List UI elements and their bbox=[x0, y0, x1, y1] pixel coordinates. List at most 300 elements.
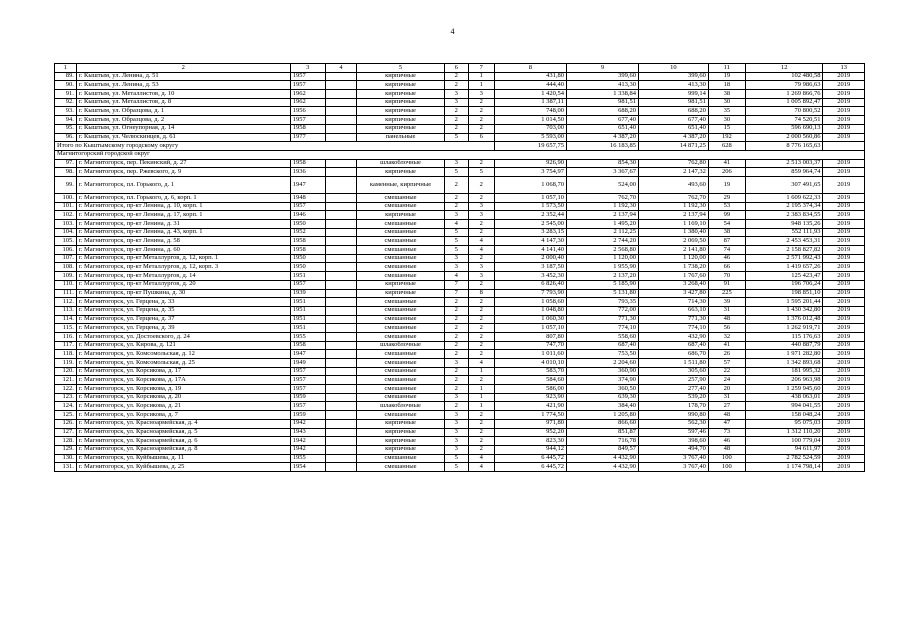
table-row bbox=[55, 367, 865, 376]
floors-cell: 5 bbox=[444, 168, 468, 177]
entrances-cell: 1 bbox=[468, 81, 494, 90]
entrances-cell: 2 bbox=[468, 445, 494, 454]
row-number-cell: 94. bbox=[55, 116, 77, 125]
table-row bbox=[55, 454, 865, 463]
living-area-total: 16 183,85 bbox=[566, 142, 638, 151]
residents-cell: 53 bbox=[708, 202, 745, 211]
table-row bbox=[55, 332, 865, 341]
address-cell: г. Магнитогорск, пр-кт Металлургов, д. 14 bbox=[76, 272, 290, 281]
residential-area-cell: 677,40 bbox=[638, 116, 708, 125]
entrances-cell: 2 bbox=[468, 116, 494, 125]
total-area-cell: 4 147,30 bbox=[494, 237, 566, 246]
table-row bbox=[55, 107, 865, 116]
planned-year-cell: 2019 bbox=[823, 246, 865, 255]
repair-cost-cell: 2 383 834,55 bbox=[745, 211, 823, 220]
year-built-cell: 1957 bbox=[290, 376, 325, 385]
year-built-cell: 1954 bbox=[290, 463, 325, 472]
residents-cell: 41 bbox=[708, 341, 745, 350]
table-body bbox=[55, 64, 865, 472]
address-cell: г. Кыштым, ул. Ленина, д. 53 bbox=[76, 81, 290, 90]
wall-material-cell: смешанные bbox=[357, 359, 444, 368]
year-built-cell: 1943 bbox=[290, 428, 325, 437]
row-number-cell: 95. bbox=[55, 124, 77, 133]
repair-cost-cell: 94 611,97 bbox=[745, 445, 823, 454]
table-row bbox=[55, 193, 865, 202]
wall-material-cell: шлакоблочные bbox=[357, 159, 444, 168]
address-cell: г. Кыштым, ул. Металлистов, д. 8 bbox=[76, 98, 290, 107]
wall-material-cell: кирпичные bbox=[357, 116, 444, 125]
repair-cost-cell: 95 075,03 bbox=[745, 419, 823, 428]
residential-area-cell: 1 192,30 bbox=[638, 202, 708, 211]
living-area-cell: 3 367,67 bbox=[566, 168, 638, 177]
floors-cell: 3 bbox=[444, 90, 468, 99]
col-4-cell bbox=[325, 193, 357, 202]
col-4-cell bbox=[325, 72, 357, 81]
repair-cost-cell: 115 176,63 bbox=[745, 332, 823, 341]
planned-year-cell: 2019 bbox=[823, 402, 865, 411]
total-area-cell: 1 387,11 bbox=[494, 98, 566, 107]
residents-cell: 27 bbox=[708, 402, 745, 411]
repair-cost-cell: 440 887,79 bbox=[745, 341, 823, 350]
entrances-cell: 2 bbox=[468, 107, 494, 116]
address-cell: г. Магнитогорск, пл. Горького, д. 6, корп. 1 bbox=[76, 193, 290, 202]
year-built-cell: 1958 bbox=[290, 341, 325, 350]
address-cell: г. Кыштым, ул. Образцова, д. 1 bbox=[76, 107, 290, 116]
row-number-cell: 118. bbox=[55, 350, 77, 359]
year-built-cell: 1957 bbox=[290, 385, 325, 394]
row-number-cell: 105. bbox=[55, 237, 77, 246]
total-area-cell: 1 058,60 bbox=[494, 298, 566, 307]
residents-cell: 41 bbox=[708, 159, 745, 168]
planned-year-cell: 2019 bbox=[823, 159, 865, 168]
entrances-cell: 5 bbox=[468, 168, 494, 177]
row-number-cell: 126. bbox=[55, 419, 77, 428]
row-number-cell: 113. bbox=[55, 306, 77, 315]
year-built-cell: 1951 bbox=[290, 324, 325, 333]
year-built-cell: 1950 bbox=[290, 263, 325, 272]
floors-cell: 2 bbox=[444, 324, 468, 333]
year-built-cell: 1959 bbox=[290, 411, 325, 420]
floors-cell: 3 bbox=[444, 159, 468, 168]
residents-cell: 15 bbox=[708, 124, 745, 133]
col-4-cell bbox=[325, 454, 357, 463]
address-cell: г. Магнитогорск, ул. Герцена, д. 35 bbox=[76, 306, 290, 315]
floors-cell: 2 bbox=[444, 124, 468, 133]
entrances-cell: 2 bbox=[468, 220, 494, 229]
residents-cell: 22 bbox=[708, 367, 745, 376]
year-built-cell: 1958 bbox=[290, 124, 325, 133]
residents-cell: 57 bbox=[708, 359, 745, 368]
wall-material-cell: смешанные bbox=[357, 463, 444, 472]
residential-area-cell: 1 511,80 bbox=[638, 359, 708, 368]
row-number-cell: 119. bbox=[55, 359, 77, 368]
repair-cost-cell: 198 851,10 bbox=[745, 289, 823, 298]
residents-cell: 31 bbox=[708, 393, 745, 402]
address-cell: г. Кыштым, ул. Металлистов, д. 10 bbox=[76, 90, 290, 99]
table-row bbox=[55, 289, 865, 298]
table-row bbox=[55, 463, 865, 472]
row-number-cell: 96. bbox=[55, 133, 77, 142]
residents-cell: 39 bbox=[708, 298, 745, 307]
residents-cell: 48 bbox=[708, 445, 745, 454]
floors-cell: 5 bbox=[444, 228, 468, 237]
col-4-cell bbox=[325, 168, 357, 177]
table-row bbox=[55, 385, 865, 394]
row-number-cell: 101. bbox=[55, 202, 77, 211]
total-area-cell: 3 283,15 bbox=[494, 228, 566, 237]
repair-cost-cell: 70 800,52 bbox=[745, 107, 823, 116]
row-number-cell: 91. bbox=[55, 90, 77, 99]
address-cell: г. Магнитогорск, ул. Комсомольская, д. 12 bbox=[76, 350, 290, 359]
wall-material-cell: шлакоблочные bbox=[357, 341, 444, 350]
repair-cost-cell: 1 005 892,47 bbox=[745, 98, 823, 107]
col-4-cell bbox=[325, 272, 357, 281]
col-4-cell bbox=[325, 176, 357, 193]
table-row bbox=[55, 280, 865, 289]
residential-area-cell: 277,40 bbox=[638, 385, 708, 394]
address-cell: г. Магнитогорск, пр-кт Ленина, д. 10, корп. 1 bbox=[76, 202, 290, 211]
wall-material-cell: каменные, кирпичные bbox=[357, 176, 444, 193]
repair-cost-cell: 125 423,47 bbox=[745, 272, 823, 281]
table-row bbox=[55, 419, 865, 428]
total-area-cell: 6 445,72 bbox=[494, 463, 566, 472]
residents-cell: 73 bbox=[708, 428, 745, 437]
total-area-cell: 971,80 bbox=[494, 419, 566, 428]
total-area-cell: 583,70 bbox=[494, 367, 566, 376]
residential-area-cell: 597,46 bbox=[638, 428, 708, 437]
address-cell: г. Магнитогорск, ул. Красноармейская, д. 6 bbox=[76, 437, 290, 446]
entrances-cell: 2 bbox=[468, 280, 494, 289]
living-area-cell: 771,30 bbox=[566, 315, 638, 324]
entrances-cell: 1 bbox=[468, 367, 494, 376]
planned-year-cell: 2019 bbox=[823, 202, 865, 211]
total-area-cell: 1 573,50 bbox=[494, 202, 566, 211]
living-area-cell: 981,51 bbox=[566, 98, 638, 107]
floors-cell: 3 bbox=[444, 445, 468, 454]
repair-cost-cell: 596 690,13 bbox=[745, 124, 823, 133]
subtotal-label: Итого по Кыштымскому городскому округу bbox=[55, 142, 495, 151]
wall-material-cell: смешанные bbox=[357, 411, 444, 420]
table-row bbox=[55, 445, 865, 454]
col-4-cell bbox=[325, 90, 357, 99]
floors-cell: 3 bbox=[444, 437, 468, 446]
planned-year-cell: 2019 bbox=[823, 324, 865, 333]
col-4-cell bbox=[325, 254, 357, 263]
living-area-cell: 1 495,20 bbox=[566, 220, 638, 229]
repair-cost-cell: 552 111,93 bbox=[745, 228, 823, 237]
entrances-cell: 1 bbox=[468, 385, 494, 394]
col-4-cell bbox=[325, 437, 357, 446]
living-area-cell: 2 744,20 bbox=[566, 237, 638, 246]
planned-year-cell: 2019 bbox=[823, 463, 865, 472]
planned-year-cell: 2019 bbox=[823, 332, 865, 341]
address-cell: г. Магнитогорск, ул. Корсикова, д. 21 bbox=[76, 402, 290, 411]
living-area-cell: 774,10 bbox=[566, 324, 638, 333]
floors-cell: 3 bbox=[444, 428, 468, 437]
floors-cell: 2 bbox=[444, 385, 468, 394]
repair-cost-cell: 206 963,98 bbox=[745, 376, 823, 385]
col-4-cell bbox=[325, 202, 357, 211]
total-area-cell: 6 826,40 bbox=[494, 280, 566, 289]
total-area-cell: 3 452,30 bbox=[494, 272, 566, 281]
year-built-cell: 1957 bbox=[290, 367, 325, 376]
total-area-cell: 944,12 bbox=[494, 445, 566, 454]
repair-cost-cell: 2 453 453,31 bbox=[745, 237, 823, 246]
residential-area-cell: 2 069,50 bbox=[638, 237, 708, 246]
planned-year-cell: 2019 bbox=[823, 228, 865, 237]
column-number-header-row bbox=[55, 64, 865, 73]
living-area-cell: 793,35 bbox=[566, 298, 638, 307]
residents-cell: 26 bbox=[708, 350, 745, 359]
entrances-cell: 3 bbox=[468, 90, 494, 99]
year-built-cell: 1936 bbox=[290, 168, 325, 177]
entrances-cell: 4 bbox=[468, 463, 494, 472]
total-area-cell: 1 014,50 bbox=[494, 116, 566, 125]
address-cell: г. Кыштым, ул. Огнеупорная, д. 14 bbox=[76, 124, 290, 133]
row-number-cell: 129. bbox=[55, 445, 77, 454]
wall-material-cell: смешанные bbox=[357, 350, 444, 359]
planned-year-cell: 2019 bbox=[823, 237, 865, 246]
page-number: 4 bbox=[450, 27, 455, 36]
table-row bbox=[55, 315, 865, 324]
address-cell: г. Магнитогорск, пер. Ржевского, д. 9 bbox=[76, 168, 290, 177]
residential-area-cell: 688,20 bbox=[638, 107, 708, 116]
repair-cost-cell: 1 430 342,80 bbox=[745, 306, 823, 315]
year-built-cell: 1955 bbox=[290, 332, 325, 341]
table-row bbox=[55, 402, 865, 411]
floors-cell: 7 bbox=[444, 280, 468, 289]
residents-cell: 70 bbox=[708, 272, 745, 281]
residents-cell: 91 bbox=[708, 280, 745, 289]
floors-cell: 5 bbox=[444, 454, 468, 463]
table-row bbox=[55, 81, 865, 90]
floors-cell: 5 bbox=[444, 133, 468, 142]
wall-material-cell: кирпичные bbox=[357, 168, 444, 177]
floors-cell: 3 bbox=[444, 359, 468, 368]
year-built-cell: 1942 bbox=[290, 437, 325, 446]
year-built-cell: 1957 bbox=[290, 72, 325, 81]
residents-cell: 46 bbox=[708, 437, 745, 446]
entrances-cell: 4 bbox=[468, 454, 494, 463]
living-area-cell: 524,00 bbox=[566, 176, 638, 193]
row-number-cell: 102. bbox=[55, 211, 77, 220]
table-row bbox=[55, 159, 865, 168]
planned-year-cell: 2019 bbox=[823, 81, 865, 90]
wall-material-cell: смешанные bbox=[357, 228, 444, 237]
col-4-cell bbox=[325, 411, 357, 420]
floors-cell: 2 bbox=[444, 315, 468, 324]
total-area-cell: 3 754,97 bbox=[494, 168, 566, 177]
wall-material-cell: панельные bbox=[357, 133, 444, 142]
year-built-cell: 1951 bbox=[290, 315, 325, 324]
total-area-cell: 952,20 bbox=[494, 428, 566, 437]
table-row bbox=[55, 263, 865, 272]
floors-cell: 3 bbox=[444, 419, 468, 428]
row-number-cell: 98. bbox=[55, 168, 77, 177]
col-4-cell bbox=[325, 385, 357, 394]
entrances-cell: 2 bbox=[468, 159, 494, 168]
entrances-cell: 3 bbox=[468, 211, 494, 220]
row-number-cell: 97. bbox=[55, 159, 77, 168]
table-row bbox=[55, 211, 865, 220]
planned-year-cell: 2019 bbox=[823, 98, 865, 107]
wall-material-cell: кирпичные bbox=[357, 437, 444, 446]
residential-area-cell: 990,80 bbox=[638, 411, 708, 420]
column-number-header: 4 bbox=[325, 64, 357, 73]
col-4-cell bbox=[325, 324, 357, 333]
address-cell: г. Кыштым, ул. Ленина, д. 51 bbox=[76, 72, 290, 81]
repair-cost-cell: 307 491,65 bbox=[745, 176, 823, 193]
table-row bbox=[55, 376, 865, 385]
col-4-cell bbox=[325, 315, 357, 324]
wall-material-cell: кирпичные bbox=[357, 211, 444, 220]
planned-year-cell: 2019 bbox=[823, 211, 865, 220]
entrances-cell: 2 bbox=[468, 419, 494, 428]
row-number-cell: 99. bbox=[55, 176, 77, 193]
address-cell: г. Магнитогорск, пр-кт Ленина, д. 31 bbox=[76, 220, 290, 229]
residential-area-cell: 399,60 bbox=[638, 72, 708, 81]
entrances-cell: 4 bbox=[468, 359, 494, 368]
address-cell: г. Магнитогорск, ул. Комсомольская, д. 25 bbox=[76, 359, 290, 368]
planned-year-cell: 2019 bbox=[823, 124, 865, 133]
residents-cell: 18 bbox=[708, 81, 745, 90]
wall-material-cell: смешанные bbox=[357, 315, 444, 324]
planned-year-cell: 2019 bbox=[823, 107, 865, 116]
floors-cell: 2 bbox=[444, 376, 468, 385]
living-area-cell: 651,40 bbox=[566, 124, 638, 133]
planned-year-cell: 2019 bbox=[823, 133, 865, 142]
address-cell: г. Магнитогорск, ул. Красноармейская, д. 5 bbox=[76, 428, 290, 437]
wall-material-cell: смешанные bbox=[357, 376, 444, 385]
wall-material-cell: кирпичные bbox=[357, 107, 444, 116]
living-area-cell: 399,60 bbox=[566, 72, 638, 81]
col-4-cell bbox=[325, 263, 357, 272]
address-cell: г. Магнитогорск, пр-кт Металлургов, д. 12, корп. 3 bbox=[76, 263, 290, 272]
floors-cell: 4 bbox=[444, 220, 468, 229]
planned-year-cell: 2019 bbox=[823, 376, 865, 385]
repair-cost-cell: 2 513 003,37 bbox=[745, 159, 823, 168]
entrances-cell: 2 bbox=[468, 376, 494, 385]
living-area-cell: 851,87 bbox=[566, 428, 638, 437]
repair-cost-cell: 1 342 893,68 bbox=[745, 359, 823, 368]
table-row bbox=[55, 341, 865, 350]
col-4-cell bbox=[325, 220, 357, 229]
col-4-cell bbox=[325, 116, 357, 125]
residential-area-cell: 687,40 bbox=[638, 341, 708, 350]
living-area-cell: 772,00 bbox=[566, 306, 638, 315]
total-area-cell: 421,90 bbox=[494, 402, 566, 411]
total-area-cell: 1 011,60 bbox=[494, 350, 566, 359]
residents-cell: 47 bbox=[708, 419, 745, 428]
table-row bbox=[55, 72, 865, 81]
repair-cost-cell: 2 782 524,59 bbox=[745, 454, 823, 463]
residential-area-cell: 999,14 bbox=[638, 90, 708, 99]
total-area-cell: 1 057,10 bbox=[494, 324, 566, 333]
living-area-cell: 558,60 bbox=[566, 332, 638, 341]
residential-area-cell: 771,30 bbox=[638, 315, 708, 324]
residential-area-cell: 2 137,94 bbox=[638, 211, 708, 220]
total-area-cell: 1 060,30 bbox=[494, 315, 566, 324]
floors-cell: 3 bbox=[444, 98, 468, 107]
repair-cost-cell: 158 048,24 bbox=[745, 411, 823, 420]
total-area-cell: 1 068,70 bbox=[494, 176, 566, 193]
column-number-header: 13 bbox=[823, 64, 865, 73]
floors-cell: 2 bbox=[444, 72, 468, 81]
year-built-cell: 1951 bbox=[290, 298, 325, 307]
table-row bbox=[55, 237, 865, 246]
repair-cost-cell: 994 041,55 bbox=[745, 402, 823, 411]
year-built-cell: 1950 bbox=[290, 220, 325, 229]
wall-material-cell: смешанные bbox=[357, 220, 444, 229]
living-area-cell: 1 338,84 bbox=[566, 90, 638, 99]
entrances-cell: 2 bbox=[468, 176, 494, 193]
address-cell: г. Магнитогорск, пр-кт Ленина, д. 58 bbox=[76, 237, 290, 246]
floors-cell: 2 bbox=[444, 341, 468, 350]
residents-cell: 32 bbox=[708, 332, 745, 341]
planned-year-cell: 2019 bbox=[823, 411, 865, 420]
entrances-cell: 1 bbox=[468, 393, 494, 402]
residents-cell: 31 bbox=[708, 306, 745, 315]
repair-cost-cell: 74 520,51 bbox=[745, 116, 823, 125]
col-4-cell bbox=[325, 393, 357, 402]
table-row bbox=[55, 437, 865, 446]
year-built-cell: 1956 bbox=[290, 107, 325, 116]
entrances-cell: 2 bbox=[468, 315, 494, 324]
wall-material-cell: кирпичные bbox=[357, 72, 444, 81]
living-area-cell: 2 204,60 bbox=[566, 359, 638, 368]
floors-cell: 2 bbox=[444, 367, 468, 376]
wall-material-cell: смешанные bbox=[357, 193, 444, 202]
year-built-cell: 1950 bbox=[290, 254, 325, 263]
planned-year-cell: 2019 bbox=[823, 176, 865, 193]
floors-cell: 5 bbox=[444, 463, 468, 472]
address-cell: г. Магнитогорск, пер. Пекинский, д. 27 bbox=[76, 159, 290, 168]
year-built-cell: 1946 bbox=[290, 211, 325, 220]
row-number-cell: 112. bbox=[55, 298, 77, 307]
floors-cell: 3 bbox=[444, 211, 468, 220]
residential-area-cell: 3 767,40 bbox=[638, 454, 708, 463]
living-area-cell: 1 205,80 bbox=[566, 411, 638, 420]
year-built-cell: 1958 bbox=[290, 159, 325, 168]
row-number-cell: 103. bbox=[55, 220, 77, 229]
residential-area-cell: 398,60 bbox=[638, 437, 708, 446]
residents-cell: 48 bbox=[708, 411, 745, 420]
floors-cell: 3 bbox=[444, 411, 468, 420]
wall-material-cell: шлакоблочные bbox=[357, 402, 444, 411]
living-area-cell: 688,20 bbox=[566, 107, 638, 116]
year-built-cell: 1958 bbox=[290, 246, 325, 255]
repair-cost-cell: 859 964,74 bbox=[745, 168, 823, 177]
wall-material-cell: кирпичные bbox=[357, 90, 444, 99]
planned-year-cell: 2019 bbox=[823, 220, 865, 229]
col-4-cell bbox=[325, 133, 357, 142]
entrances-cell: 8 bbox=[468, 289, 494, 298]
year-built-cell: 1951 bbox=[290, 306, 325, 315]
entrances-cell: 2 bbox=[468, 298, 494, 307]
living-area-cell: 360,50 bbox=[566, 385, 638, 394]
planned-year-cell: 2019 bbox=[823, 280, 865, 289]
column-number-header: 1 bbox=[55, 64, 77, 73]
entrances-cell: 1 bbox=[468, 72, 494, 81]
living-area-cell: 1 955,90 bbox=[566, 263, 638, 272]
table-row bbox=[55, 428, 865, 437]
row-number-cell: 108. bbox=[55, 263, 77, 272]
address-cell: г. Магнитогорск, ул. Герцена, д. 37 bbox=[76, 315, 290, 324]
entrances-cell: 2 bbox=[468, 254, 494, 263]
address-cell: г. Магнитогорск, пр-кт Ленина, д. 43, корп. 1 bbox=[76, 228, 290, 237]
row-number-cell: 114. bbox=[55, 315, 77, 324]
repair-cost-cell: 1 312 110,20 bbox=[745, 428, 823, 437]
